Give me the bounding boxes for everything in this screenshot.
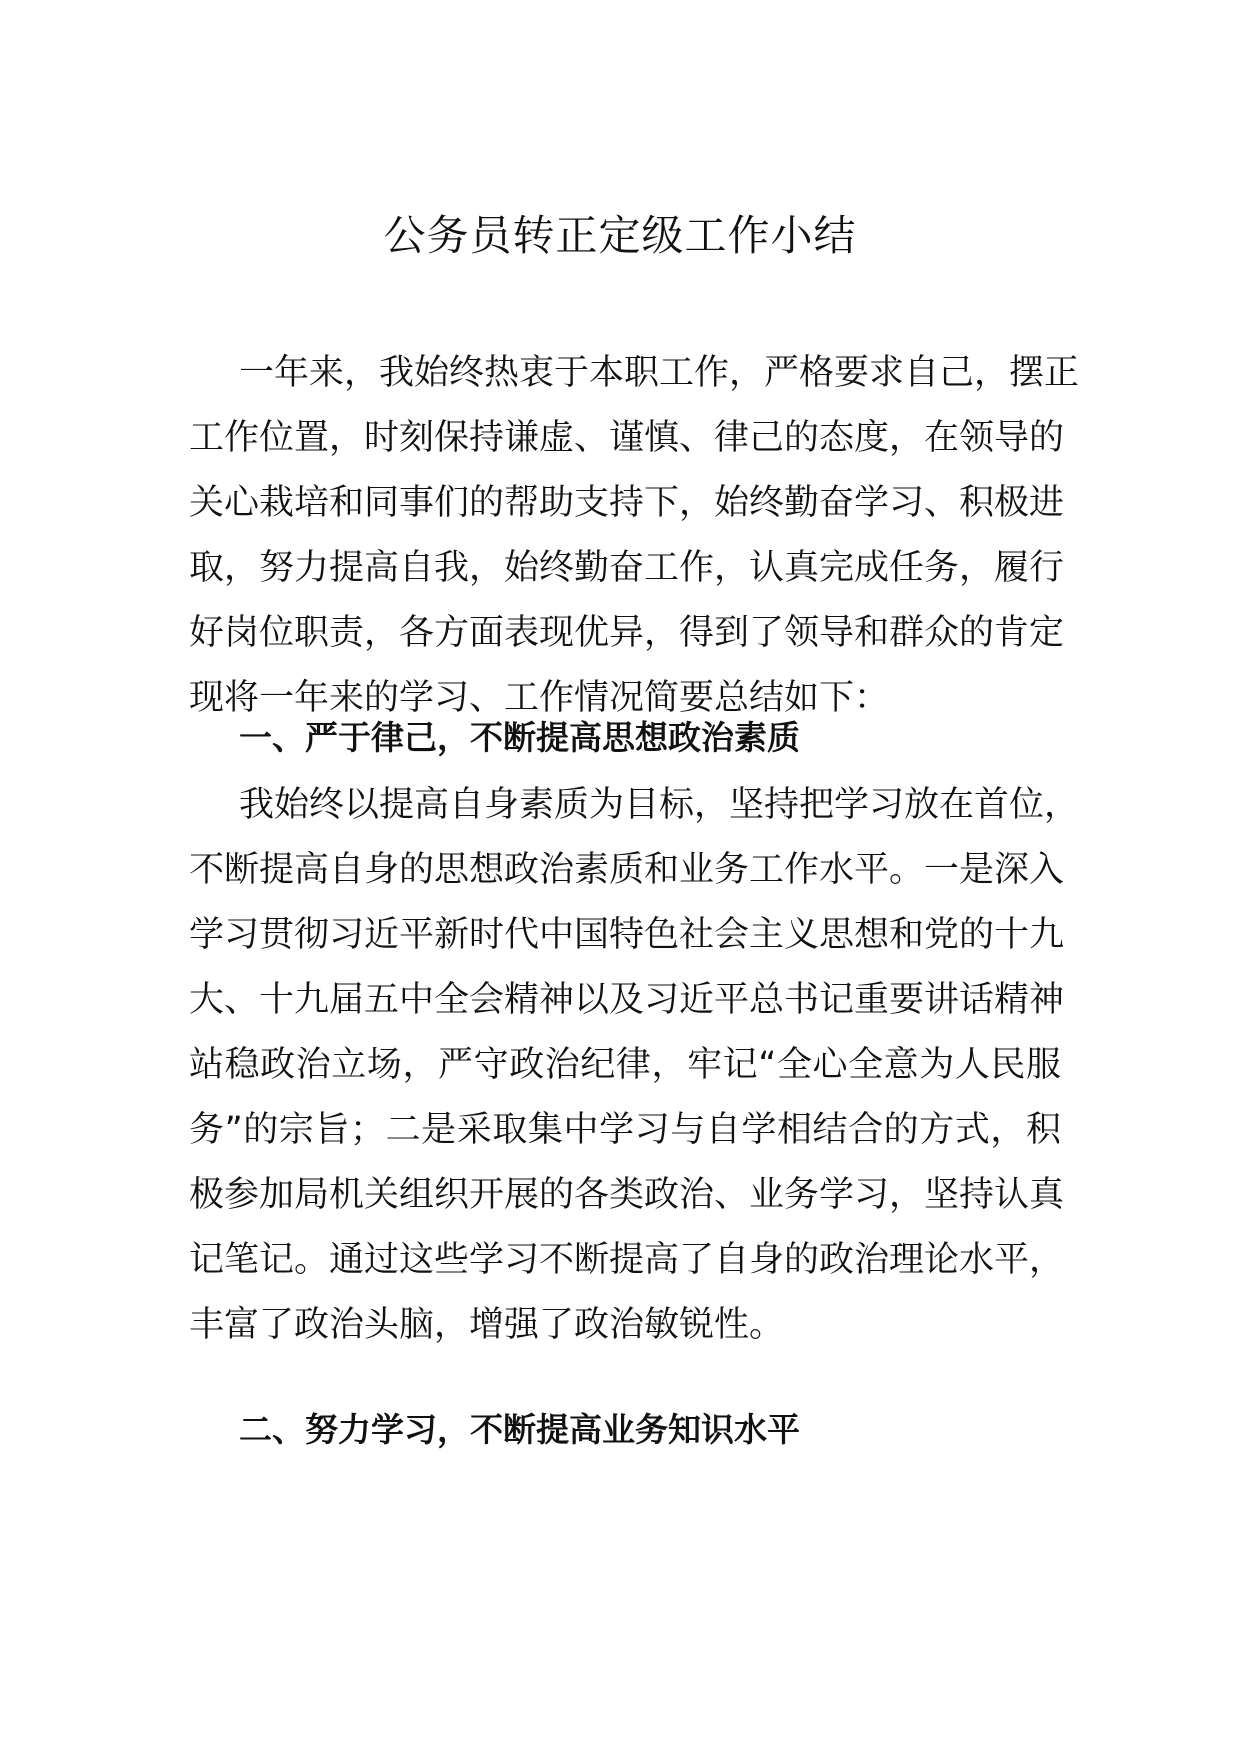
paragraph-line: 大、十九届五中全会精神以及习近平总书记重要讲话精神 (189, 980, 1065, 1020)
intro-paragraph (189, 341, 1080, 731)
document-title: 公务员转正定级工作小结 (383, 211, 857, 260)
paragraph-line: 记笔记。通过这些学习不断提高了自身的政治理论水平， (189, 1240, 1065, 1280)
paragraph-line: 工作位置，时刻保持谦虚、谨慎、律己的态度，在领导的 (189, 418, 1065, 458)
paragraph-line: 好岗位职责，各方面表现优异，得到了领导和群众的肯定 (189, 613, 1065, 653)
paragraph-line: 一年来，我始终热衷于本职工作，严格要求自己，摆正 (239, 353, 1080, 393)
paragraph-line: 不断提高自身的思想政治素质和业务工作水平。一是深入 (189, 850, 1065, 890)
section-heading-1: 一、严于律己，不断提高思想政治素质 (239, 718, 800, 757)
paragraph-line: 学习贯彻习近平新时代中国特色社会主义思想和党的十九 (189, 915, 1065, 955)
paragraph-line: 丰富了政治头脑，增强了政治敏锐性。 (189, 1305, 785, 1345)
paragraph-line: 极参加局机关组织开展的各类政治、业务学习，坚持认真 (189, 1175, 1065, 1215)
paragraph-line: 务”的宗旨；二是采取集中学习与自学相结合的方式，积 (189, 1110, 1061, 1150)
section-1-paragraph (189, 773, 1080, 1358)
paragraph-line: 站稳政治立场，严守政治纪律，牢记“全心全意为人民服 (189, 1045, 1061, 1085)
section-heading-2: 二、努力学习，不断提高业务知识水平 (239, 1410, 800, 1449)
paragraph-line: 取，努力提高自我，始终勤奋工作，认真完成任务，履行 (189, 548, 1065, 588)
paragraph-line: 关心栽培和同事们的帮助支持下，始终勤奋学习、积极进 (189, 483, 1065, 523)
paragraph-line: 现将一年来的学习、工作情况简要总结如下： (189, 678, 890, 718)
paragraph-line: 我始终以提高自身素质为目标，坚持把学习放在首位， (239, 785, 1080, 825)
